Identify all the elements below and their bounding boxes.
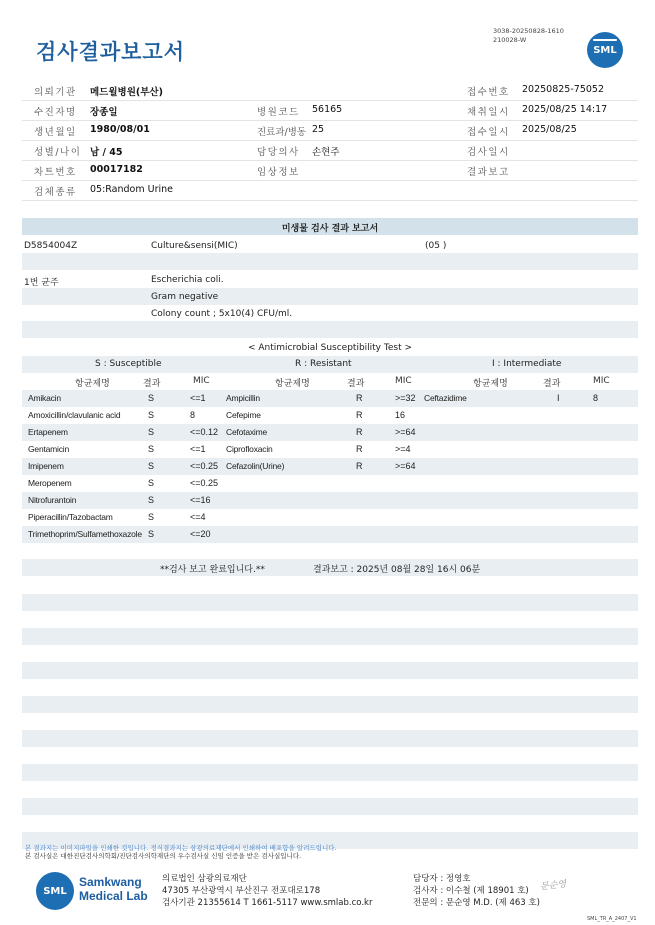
mic-value: 16 — [395, 410, 406, 420]
mic-value: >=64 — [395, 427, 416, 437]
legend-intermediate: I : Intermediate — [492, 359, 562, 369]
stripe — [22, 321, 638, 338]
mic-value: >=32 — [395, 393, 416, 403]
mic-value: 8 — [190, 410, 196, 420]
antibiotic-name: Cefotaxime — [226, 427, 267, 437]
hospital-value: 메드윌병원(부산) — [90, 87, 163, 98]
ast-result: R — [356, 461, 363, 471]
page-title: 검사결과보고서 — [36, 40, 186, 64]
collect-date-label: 채취일시 — [467, 107, 510, 118]
col-header-mic: MIC — [593, 376, 610, 386]
mic-value: <=1 — [190, 444, 206, 454]
mic-value: 8 — [593, 393, 599, 403]
ast-result: I — [557, 393, 560, 403]
section-title: 미생물 검사 결과 보고서 — [281, 224, 379, 234]
test-name: Culture&sensi(MIC) — [151, 241, 238, 251]
footer-tester: 검사자 : 이수철 (제 18901 호) — [413, 886, 529, 896]
info-row — [22, 120, 638, 141]
hospital-label: 의뢰기관 — [34, 87, 77, 98]
info-row — [22, 140, 638, 161]
ast-result: R — [356, 393, 363, 403]
doctor-value: 손현주 — [312, 147, 340, 158]
ast-result: S — [148, 393, 155, 403]
receipt-date-label: 접수일시 — [467, 127, 510, 138]
table-row-stripe — [22, 390, 638, 407]
report-time: 결과보고 : 2025년 08월 28일 16시 06분 — [313, 565, 481, 575]
antibiotic-name: Ciprofloxacin — [226, 444, 273, 454]
ast-result: R — [356, 410, 363, 420]
mic-value: >=4 — [395, 444, 411, 454]
antibiotic-name: Ceftazidime — [424, 393, 467, 403]
organism-line: Escherichia coli. — [151, 275, 224, 285]
collect-date-value: 2025/08/25 14:17 — [522, 104, 608, 115]
antibiotic-name: Gentamicin — [28, 444, 69, 454]
antibiotic-name: Cefepime — [226, 410, 261, 420]
col-header-drug: 항균제명 — [75, 379, 110, 389]
mic-value: <=20 — [190, 529, 211, 539]
clinical-label: 임상정보 — [257, 167, 300, 178]
receipt-date-value: 2025/08/25 — [522, 124, 577, 135]
table-row-stripe — [22, 492, 638, 509]
info-row — [22, 180, 638, 201]
col-header-result: 결과 — [543, 379, 561, 389]
receipt-no-label: 접수번호 — [467, 87, 510, 98]
test-number: (05 ) — [425, 241, 447, 251]
sml-logo-icon: SML — [587, 32, 623, 68]
ast-result: S — [148, 478, 155, 488]
empty-row-stripe — [22, 662, 638, 679]
footer-note-cert: 본 검사실은 대한진단검사의학회/진단검사의학재단의 우수검사실 신임 인증을 받은 검사실입니다. — [25, 852, 302, 860]
antibiotic-name: Meropenem — [28, 478, 72, 488]
dob-label: 생년월일 — [34, 127, 77, 138]
ast-result: S — [148, 529, 155, 539]
ast-result: S — [148, 512, 155, 522]
ast-result: S — [148, 495, 155, 505]
ast-result: S — [148, 444, 155, 454]
dob-value: 1980/08/01 — [90, 124, 150, 135]
chart-value: 00017182 — [90, 164, 143, 175]
col-header-result: 결과 — [347, 379, 365, 389]
footer-specialist: 전문의 : 문순영 M.D. (제 463 호) — [413, 898, 540, 908]
antibiotic-name: Imipenem — [28, 461, 64, 471]
mic-value: <=0.25 — [190, 461, 219, 471]
name-value: 장종일 — [90, 107, 118, 118]
organism-line: Gram negative — [151, 292, 219, 302]
report-date-label: 결과보고 — [467, 167, 510, 178]
chart-label: 차트번호 — [34, 167, 77, 178]
samkwang-logo-icon: SML — [36, 872, 74, 910]
mic-value: <=4 — [190, 512, 206, 522]
footer-logo-text: Samkwang Medical Lab — [79, 875, 148, 903]
antibiotic-name: Ertapenem — [28, 427, 68, 437]
ast-title: < Antimicrobial Susceptibility Test > — [248, 343, 412, 353]
antibiotic-name: Piperacillin/Tazobactam — [28, 512, 113, 522]
hospital-code-label: 병원코드 — [257, 107, 300, 118]
legend-susceptible: S : Susceptible — [95, 359, 162, 369]
hospital-code-value: 56165 — [312, 104, 343, 115]
antibiotic-name: Amoxicillin/clavulanic acid — [28, 410, 121, 420]
antibiotic-name: Cefazolin(Urine) — [226, 461, 285, 471]
col-header-mic: MIC — [395, 376, 412, 386]
ast-result: S — [148, 427, 155, 437]
antibiotic-name: Trimethoprim/Sulfamethoxazole — [28, 529, 142, 539]
mic-value: <=1 — [190, 393, 206, 403]
signature: 문순영 — [539, 879, 567, 893]
complete-message: **검사 보고 완료입니다.** — [160, 565, 265, 575]
footer-contact: 검사기관 21355614 T 1661-5117 www.smlab.co.kr — [162, 898, 373, 908]
empty-row-stripe — [22, 764, 638, 781]
legend-resistant: R : Resistant — [295, 359, 352, 369]
ast-result: R — [356, 444, 363, 454]
empty-row-stripe — [22, 594, 638, 611]
organism-label: 1번 균주 — [24, 278, 59, 288]
form-code: SML_TR_A_2407_V1 — [587, 916, 637, 922]
footer-manager: 담당자 : 정영호 — [413, 874, 471, 884]
document-id: 3038-20250828-1610 210028-W — [493, 27, 564, 44]
mic-value: <=0.25 — [190, 478, 219, 488]
test-code: D5854004Z — [24, 241, 78, 251]
table-row-stripe — [22, 458, 638, 475]
mic-value: <=16 — [190, 495, 211, 505]
table-row-stripe — [22, 424, 638, 441]
info-row — [22, 160, 638, 181]
name-label: 수진자명 — [34, 107, 77, 118]
col-header-drug: 항균제명 — [473, 379, 508, 389]
footer-note-image: 본 결과지는 이미지파일을 인쇄한 것입니다. 정식결과지는 삼광의료재단에서 인쇄하여 배포함을 알려드립니다. — [25, 844, 337, 852]
doctor-label: 담당의사 — [257, 147, 300, 158]
antibiotic-name: Ampicillin — [226, 393, 260, 403]
empty-row-stripe — [22, 696, 638, 713]
footer-org: 의료법인 삼광의료재단 — [162, 874, 247, 884]
footer-address: 47305 부산광역시 부산진구 전포대로178 — [162, 886, 321, 896]
specimen-label: 검체종류 — [34, 187, 77, 198]
info-row — [22, 100, 638, 121]
empty-row-stripe — [22, 628, 638, 645]
col-header-result: 결과 — [143, 379, 161, 389]
antibiotic-name: Nitrofurantoin — [28, 495, 77, 505]
ast-result: S — [148, 410, 155, 420]
mic-value: <=0.12 — [190, 427, 219, 437]
col-header-mic: MIC — [193, 376, 210, 386]
antibiotic-name: Amikacin — [28, 393, 61, 403]
dept-value: 25 — [312, 124, 325, 135]
dept-label: 진료과/병동 — [257, 127, 307, 138]
empty-row-stripe — [22, 798, 638, 815]
organism-line: Colony count ; 5x10(4) CFU/ml. — [151, 309, 293, 319]
mic-value: >=64 — [395, 461, 416, 471]
col-header-drug: 항균제명 — [275, 379, 310, 389]
info-row — [22, 80, 638, 101]
ast-result: R — [356, 427, 363, 437]
stripe — [22, 288, 638, 305]
test-date-label: 검사일시 — [467, 147, 510, 158]
ast-result: S — [148, 461, 155, 471]
stripe — [22, 253, 638, 270]
sex-age-label: 성별/나이 — [34, 147, 82, 158]
specimen-value: 05:Random Urine — [90, 184, 174, 195]
empty-row-stripe — [22, 730, 638, 747]
receipt-no-value: 20250825-75052 — [522, 84, 605, 95]
sex-age-value: 남 / 45 — [90, 147, 123, 158]
